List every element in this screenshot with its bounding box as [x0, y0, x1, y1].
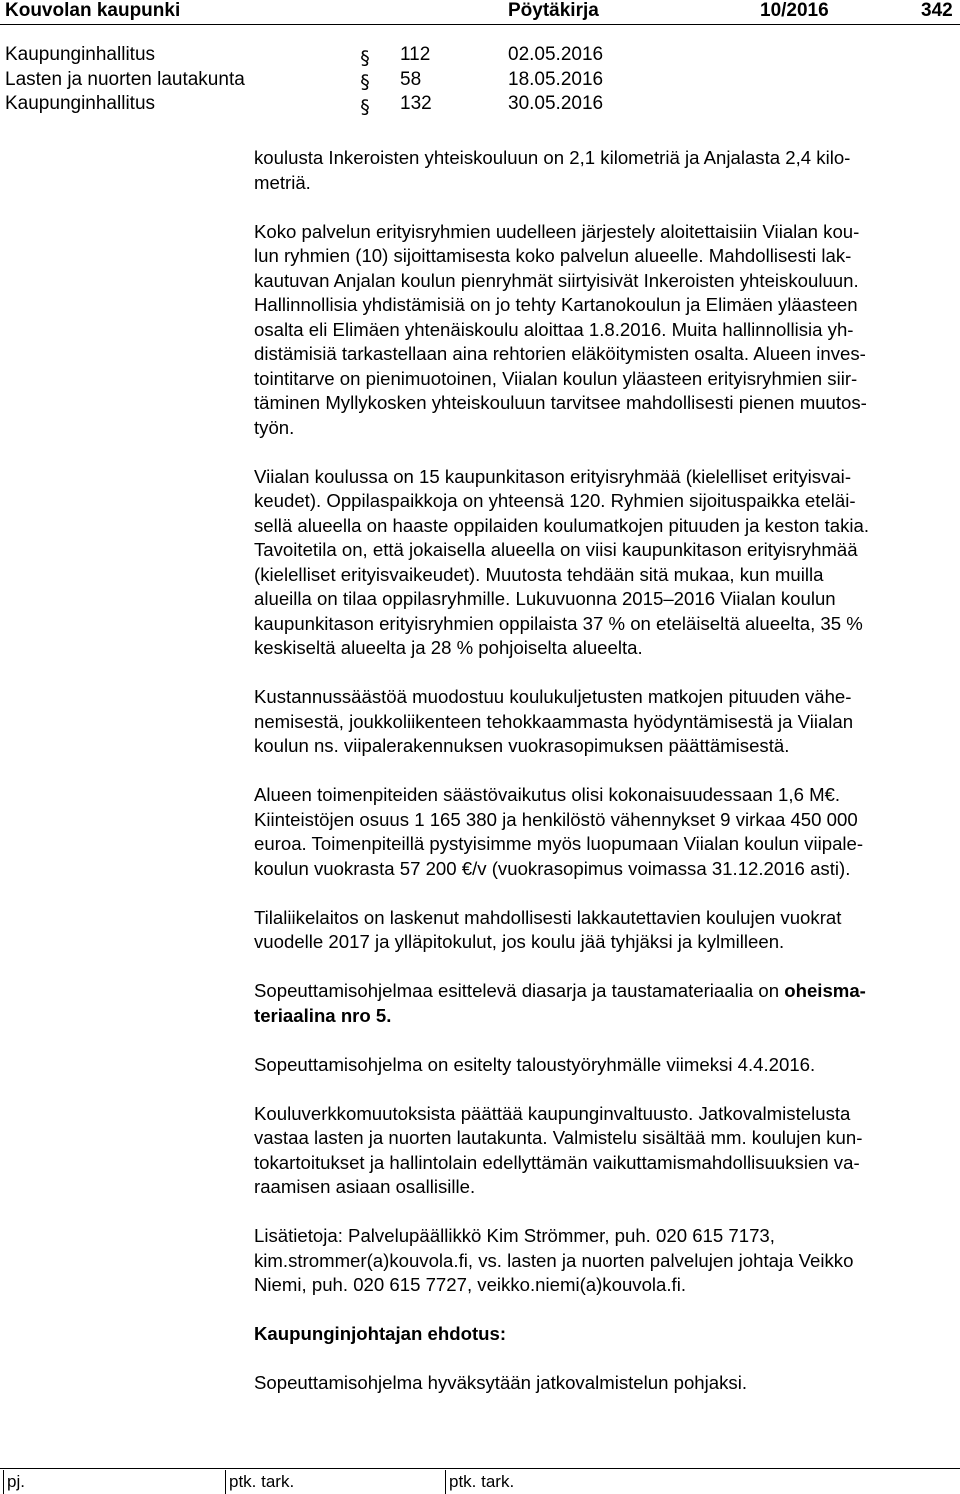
meeting-body: Kaupunginhallitus: [5, 44, 156, 65]
text-line: Alueen toimenpiteiden säästövaikutus olisi kokonaisuudessaan 1,6 M€.: [254, 784, 841, 805]
text-line: kim.strommer(a)kouvola.fi, vs. lasten ja nuorten palvelujen johtaja Veikko: [254, 1249, 854, 1271]
text-line: [254, 979, 954, 1004]
paragraph: [254, 1224, 954, 1298]
svg-text:§: §: [360, 47, 370, 68]
paragraph: [254, 220, 954, 441]
proposal-text: Sopeuttamisohjelma hyväksytään jatkovalmistelun pohjaksi.: [254, 1372, 747, 1393]
text-line: koulun vuokrasta 57 200 €/v (vuokrasopimus voimassa 31.12.2016 asti).: [254, 857, 851, 879]
attachment-reference: oheisma-: [784, 980, 866, 1001]
text-line: koulun ns. viipalerakennuksen vuokrasopimuksen päättämisestä.: [254, 735, 790, 756]
text-line: tokartoitukset ja hallintolain edellyttämän vaikuttamismahdollisuuksien va-: [254, 1151, 860, 1173]
section-sign-icon: [356, 46, 374, 68]
svg-text:§: §: [360, 96, 370, 117]
footer-separator: [225, 1470, 226, 1494]
text-line: vastaa lasten ja nuorten lautakunta. Valmistelu sisältää mm. koulujen kun-: [254, 1127, 863, 1148]
text-line: Lisätietoja: Palvelupäällikkö Kim Strömmer, puh. 020 615 7173,: [254, 1225, 775, 1246]
text-line: metriä.: [254, 171, 311, 193]
text-line: Hallinnollisia yhdistämisiä on jo tehty Kartanokoulun ja Elimäen yläasteen: [254, 294, 858, 315]
footer-chair: pj.: [7, 1472, 25, 1491]
footer-examiner-1: ptk. tark.: [229, 1472, 295, 1491]
text-line: nemisestä, joukkoliikenteen tehokkaammasta hyödyntämisestä ja Viialan: [254, 710, 854, 732]
meeting-date: 18.05.2016: [508, 68, 604, 90]
footer-divider: [0, 1468, 960, 1469]
text-line: Kiinteistöjen osuus 1 165 380 ja henkilöstö vähennykset 9 virkaa 450 000: [254, 808, 858, 830]
attachment-reference: teriaalina nro 5.: [254, 1004, 392, 1026]
text-line: Tilaliikelaitos on laskenut mahdollisesti lakkautettavien koulujen vuokrat: [254, 906, 842, 928]
text-line: koulusta Inkeroisten yhteiskouluun on 2,1 kilometriä ja Anjalasta 2,4 kilo-: [254, 147, 851, 168]
header-divider: [0, 24, 960, 25]
paragraph: [254, 906, 954, 955]
text-line: distämisiä tarkastellaan aina rehtorien eläköitymisten osalta. Alueen inves-: [254, 343, 866, 364]
meeting-body: Kaupunginhallitus: [5, 93, 156, 114]
text-line: Tavoitetila on, että jokaisella alueella on viisi kaupunkitason erityisryhmää: [254, 539, 858, 560]
text-line: raamisen asiaan osallisille.: [254, 1176, 476, 1197]
org-name: Kouvolan kaupunki: [5, 0, 181, 21]
footer-examiner-2: ptk. tark.: [449, 1472, 515, 1491]
section-number: 58: [400, 68, 422, 90]
meeting-row: [0, 92, 700, 117]
text-line: tointitarve on pienimuotoinen, Viialan koulun yläasteen erityisryhmien siir-: [254, 367, 858, 389]
text-line: vuodelle 2017 ja ylläpitokulut, jos koulu jää tyhjäksi ja kylmilleen.: [254, 931, 785, 952]
text-line: Kouluverkkomuutoksista päättää kaupunginvaltuusto. Jatkovalmistelusta: [254, 1102, 851, 1124]
text-line: keskiseltä alueelta ja 28 % pohjoiselta alueelta.: [254, 637, 643, 658]
paragraph: [254, 979, 954, 1028]
text-line: Viialan koulussa on 15 kaupunkitason erityisryhmää (kielelliset erityisvai-: [254, 465, 852, 487]
text-line: Kustannussäästöä muodostuu koulukuljetusten matkojen pituuden vähe-: [254, 686, 852, 707]
paragraph: [254, 465, 954, 661]
text-line: kautuvan Anjalan koulun pienryhmät siirtyisivät Inkeroisten yhteiskouluun.: [254, 269, 859, 291]
text-line: lun ryhmien (10) sijoittamisesta koko palvelun alueelle. Mahdollisesti lak-: [254, 245, 852, 266]
issue-number: 10/2016: [760, 0, 829, 21]
footer-separator: [445, 1470, 446, 1494]
section-sign-icon: [356, 70, 374, 92]
text-line: euroa. Toimenpiteillä pystyisimme myös luopumaan Viialan koulun viipale-: [254, 833, 864, 854]
footer-separator: [3, 1470, 4, 1494]
paragraph: [254, 1102, 954, 1200]
paragraph: [254, 783, 954, 881]
text-line: Koko palvelun erityisryhmien uudelleen järjestely aloitettaisiin Viialan kou-: [254, 220, 860, 242]
text-line: työn.: [254, 416, 295, 438]
text-line: sellä alueella on haaste oppilaiden koulumatkojen pituuden ja keston takia.: [254, 514, 870, 536]
meeting-date: 02.05.2016: [508, 44, 604, 65]
meeting-row: [0, 68, 700, 93]
text-line: Niemi, puh. 020 615 7727, veikko.niemi(a)kouvola.fi.: [254, 1274, 687, 1295]
paragraph: [254, 146, 954, 195]
text-line: keudet). Oppilaspaikkoja on yhteensä 120. Ryhmien sijoituspaikka eteläi-: [254, 490, 856, 511]
text-line: alueilla on tilaa oppilasryhmille. Lukuvuonna 2015–2016 Viialan koulun: [254, 588, 836, 609]
doc-type: Pöytäkirja: [508, 0, 599, 21]
section-sign-icon: [356, 95, 374, 117]
page-header: [0, 0, 960, 22]
page-number: 342: [921, 0, 953, 21]
text-line: (kielelliset erityisvaikeudet). Muutosta tehdään sitä mukaa, kun muilla: [254, 563, 824, 585]
meeting-body: Lasten ja nuorten lautakunta: [5, 68, 245, 90]
paragraph: [254, 685, 954, 759]
meeting-list: [0, 43, 700, 117]
text-line: osalta eli Elimäen yhtenäiskoulu aloittaa 1.8.2016. Muita hallinnollisia yh-: [254, 318, 854, 340]
paragraph: [254, 1053, 954, 1078]
proposal-heading: Kaupunginjohtajan ehdotus:: [254, 1323, 507, 1344]
section-number: 112: [400, 44, 431, 65]
section-number: 132: [400, 93, 432, 114]
meeting-row: [0, 43, 700, 68]
text-line: Sopeuttamisohjelma on esitelty taloustyöryhmälle viimeksi 4.4.2016.: [254, 1053, 816, 1075]
text-segment: Sopeuttamisohjelmaa esittelevä diasarja ja taustamateriaalia on: [254, 980, 785, 1001]
svg-text:§: §: [360, 71, 370, 92]
meeting-date: 30.05.2016: [508, 93, 604, 114]
text-line: kaupunkitason erityisryhmien oppilaista 37 % on eteläiseltä alueelta, 35 %: [254, 612, 863, 634]
text-line: täminen Myllykosken yhteiskouluun tarvitsee mahdollisesti pienen muutos-: [254, 392, 867, 413]
document-body: [254, 146, 954, 1420]
